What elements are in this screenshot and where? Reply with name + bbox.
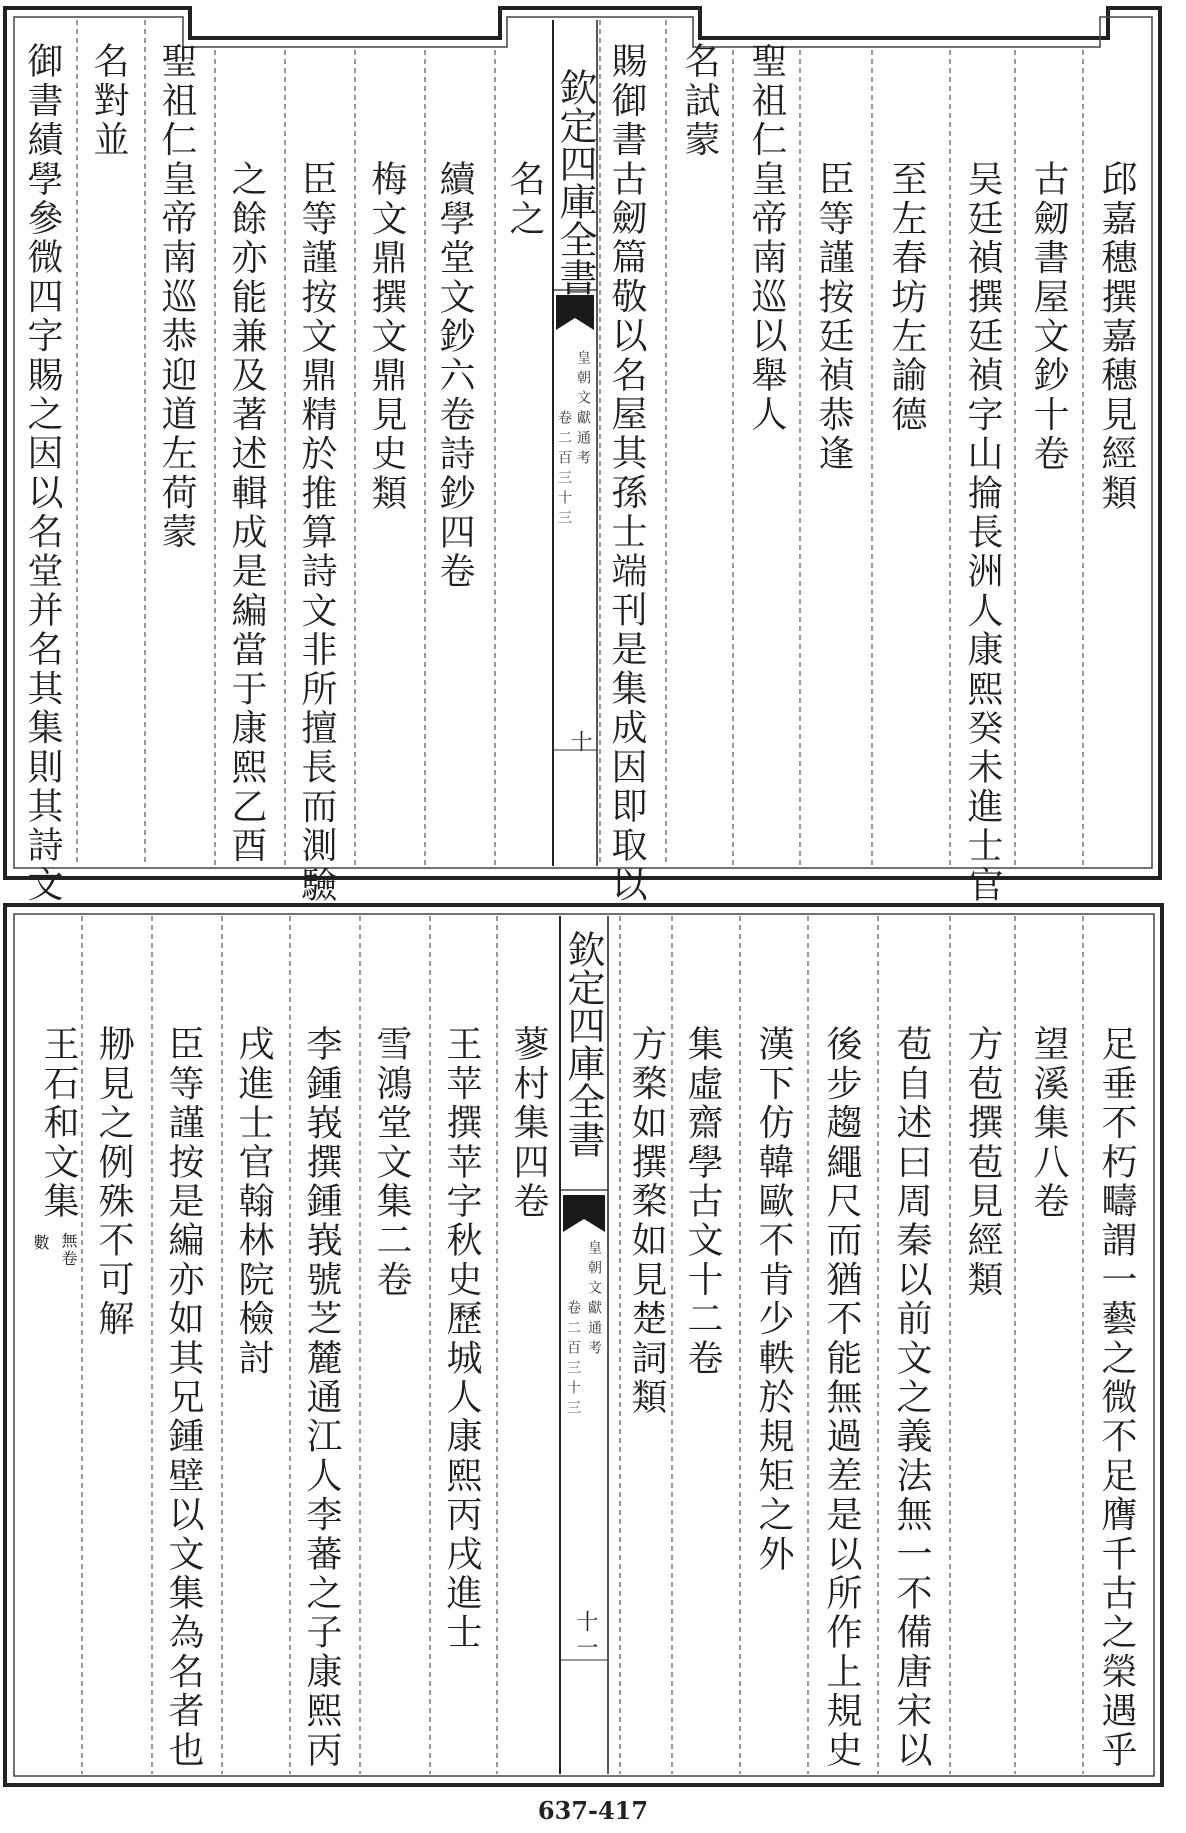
top-col-14: 聖祖仁皇帝南巡恭迎道左荷蒙: [156, 42, 197, 552]
bottom-col-10: 王苹撰苹字秋史歷城人康熙丙戌進士: [441, 1025, 482, 1653]
top-col-7: 名試蒙: [679, 42, 720, 160]
top-col-3: 吴廷禎撰廷禎字山掄長洲人康熙癸未進士官: [962, 160, 1003, 905]
top-col-1: 邱嘉穗撰嘉穗見經類: [1096, 160, 1137, 513]
top-col-10: 續學堂文鈔六卷詩鈔四卷: [434, 160, 475, 592]
top-center-sub-a: 皇朝文獻通考: [575, 350, 591, 470]
bottom-folio: 十一: [573, 1610, 598, 1662]
bottom-note-b: 數: [31, 1234, 50, 1252]
bottom-col-15: 刱見之例殊不可解: [93, 1025, 134, 1339]
bottom-col-12: 李鍾峩撰鍾峩號芝麓通江人李蕃之子康熙丙: [301, 1025, 342, 1770]
top-col-15: 名對並: [88, 42, 129, 160]
top-center-sub-b: 卷二百三十三: [556, 410, 572, 530]
bottom-col-2: 望溪集八卷: [1028, 1025, 1069, 1221]
bottom-col-13: 戌進士官翰林院檢討: [233, 1025, 274, 1378]
bottom-note-a: 無卷: [59, 1232, 78, 1268]
top-col-8: 賜御書古劒篇敬以名屋其孫士端刊是集成因即取以: [606, 42, 647, 905]
top-col-12: 臣等謹按文鼎精於推算詩文非所擅長而測驗: [296, 160, 337, 905]
top-col-4: 至左春坊左諭德: [886, 160, 927, 435]
top-center-title: 欽定四庫全書: [553, 68, 597, 296]
top-col-11: 梅文鼎撰文鼎見史類: [366, 160, 407, 513]
bottom-center-sub-b: 卷二百三十三: [565, 1300, 581, 1420]
bottom-col-1: 足垂不朽疇謂一藝之微不足膺千古之榮遇乎: [1096, 1025, 1137, 1770]
bottom-col-7: 集虛齋學古文十二卷: [682, 1025, 723, 1378]
bottom-col-6: 漢下仿韓歐不肯少軼於規矩之外: [753, 1025, 794, 1574]
bottom-col-4: 苞自述曰周秦以前文之義法無一不備唐宋以: [891, 1025, 932, 1770]
bottom-center-sub-a: 皇朝文獻通考: [586, 1240, 602, 1360]
page-number: 637-417: [537, 1796, 649, 1825]
bottom-col-14: 臣等謹按是編亦如其兄鍾壁以文集為名者也: [163, 1025, 204, 1770]
bottom-col-3: 方苞撰苞見經類: [962, 1025, 1003, 1300]
top-col-5: 臣等謹按廷禎恭逢: [813, 160, 854, 474]
bottom-col-9: 蓼村集四卷: [508, 1025, 549, 1221]
bottom-col-5: 後步趨繩尺而猶不能無過差是以所作上規史: [821, 1025, 862, 1770]
bottom-col-16: 王石和文集: [38, 1025, 79, 1221]
top-col-6: 聖祖仁皇帝南巡以舉人: [746, 42, 787, 434]
top-col-16: 御書績學參微四字賜之因以名堂并名其集則其詩文: [22, 42, 63, 905]
top-col-13: 之餘亦能兼及著述輯成是編當于康熙乙酉: [226, 160, 267, 866]
bottom-col-8: 方楘如撰楘如見楚詞類: [626, 1025, 667, 1417]
bottom-col-11: 雪鴻堂文集二卷: [371, 1025, 412, 1300]
bottom-center-title: 欽定四庫全書: [561, 930, 605, 1158]
top-col-2: 古劒書屋文鈔十卷: [1028, 160, 1069, 474]
top-folio: 十: [567, 730, 592, 756]
top-col-9: 名之: [504, 160, 545, 239]
